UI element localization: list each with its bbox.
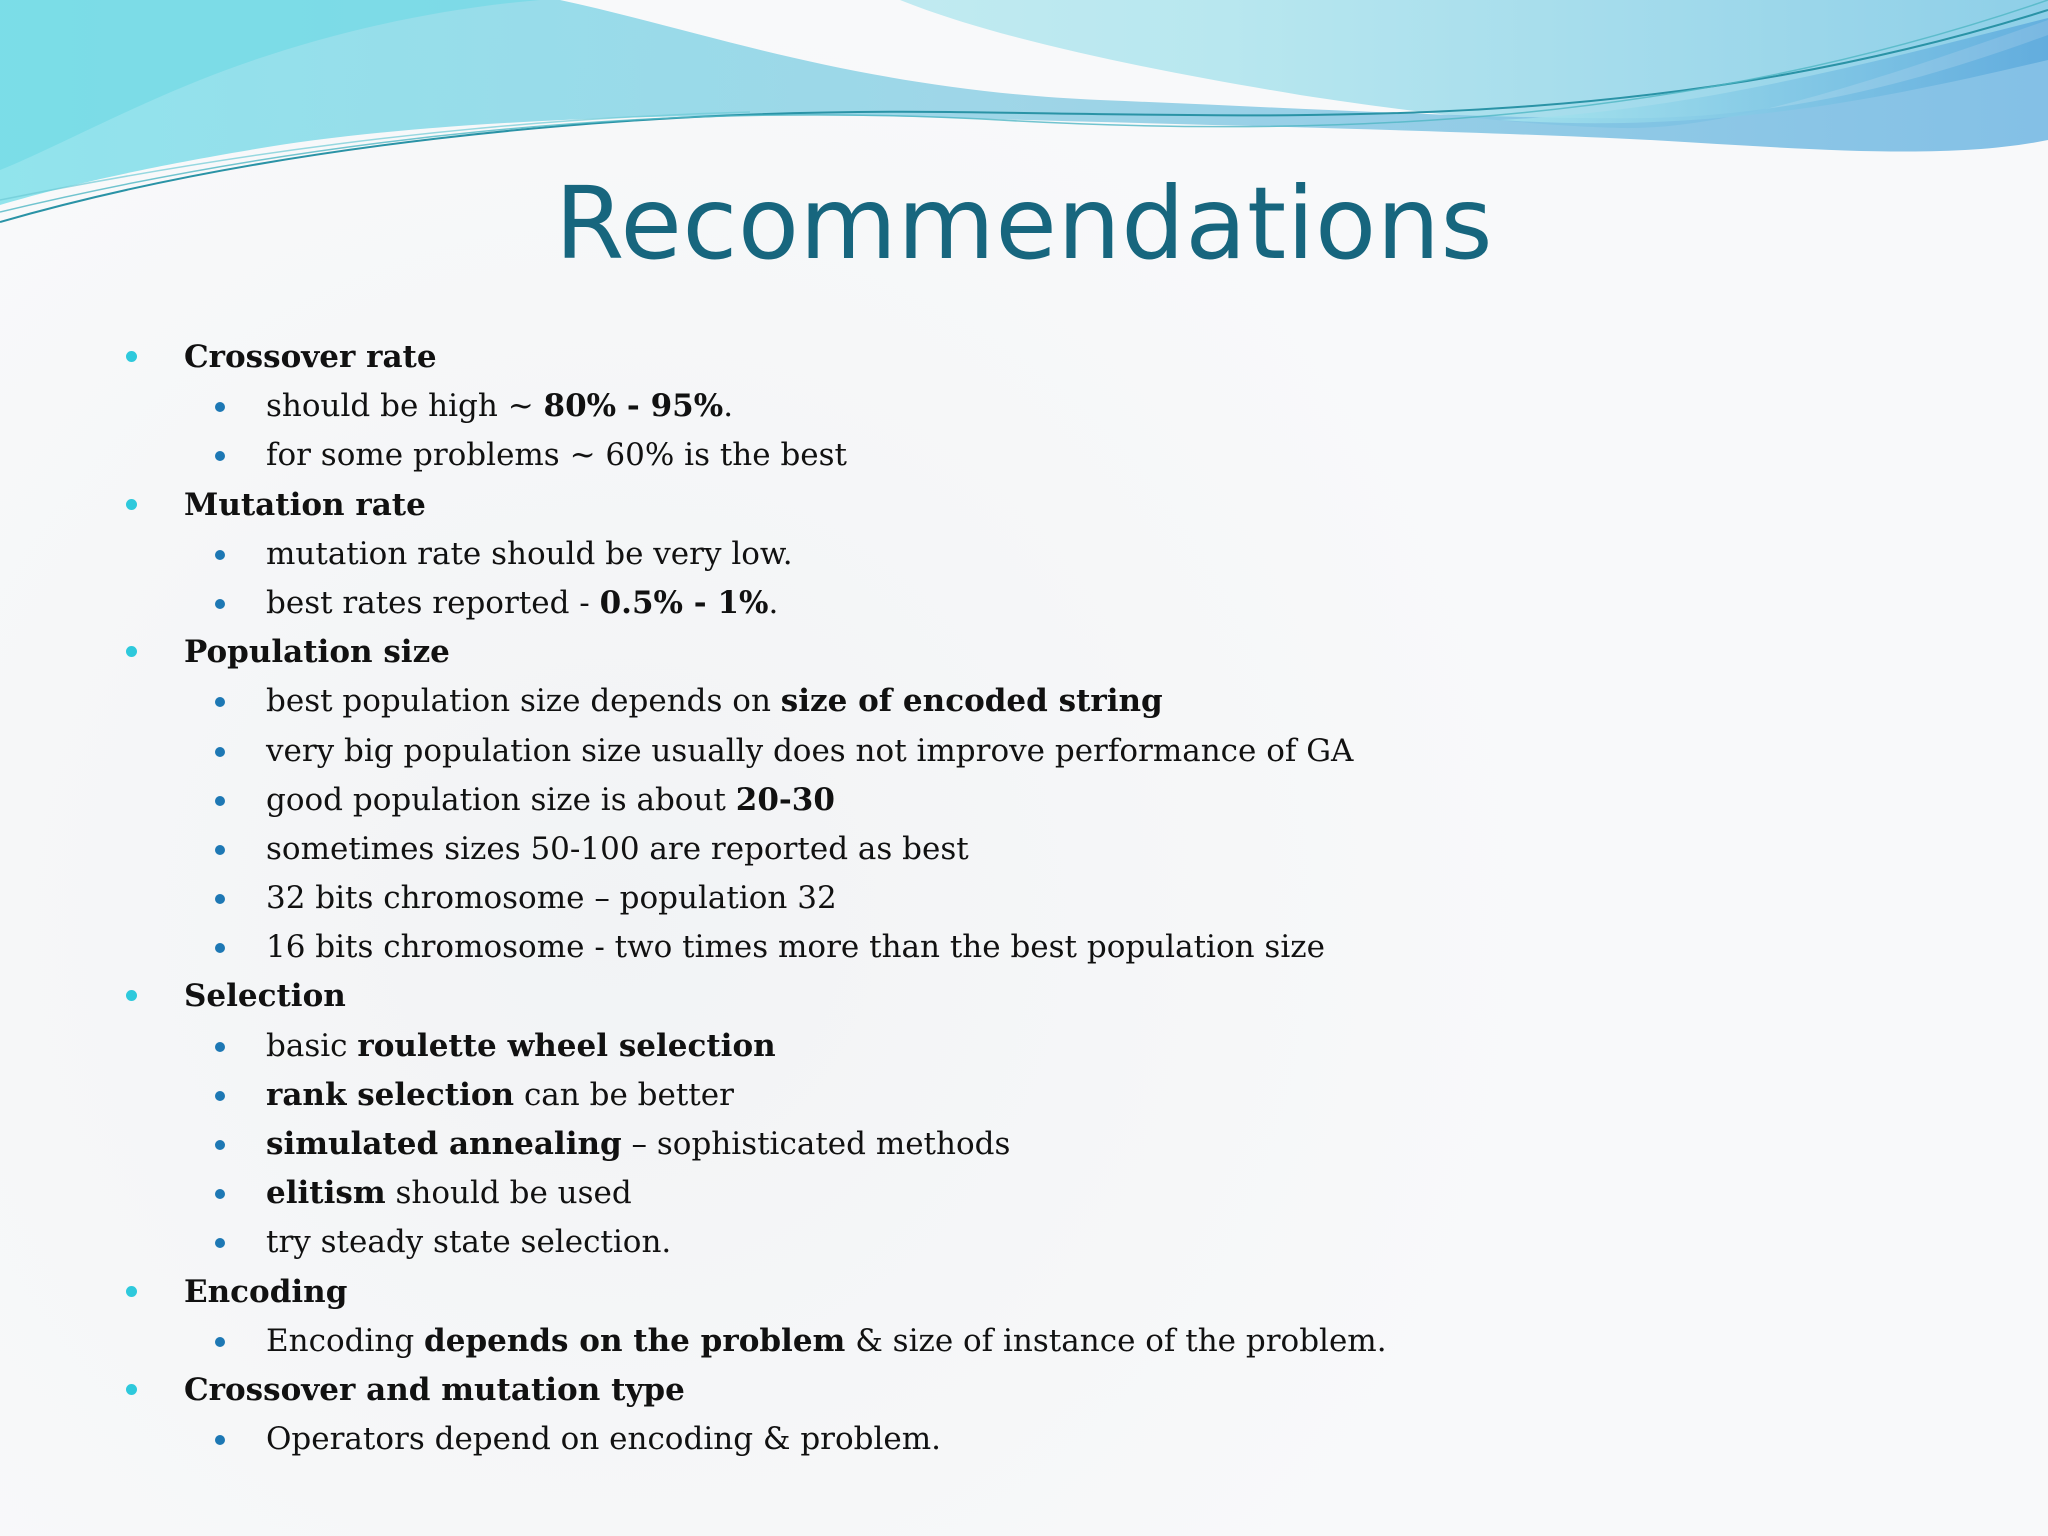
item-text: 32 bits chromosome – population 32	[266, 880, 837, 917]
item-text: should be used	[385, 1175, 632, 1212]
list-item	[0, 1220, 2048, 1269]
list-item	[0, 532, 2048, 581]
emphasis-text: depends on the problem	[424, 1322, 846, 1359]
section-heading	[0, 1368, 2048, 1417]
list-item	[0, 384, 2048, 433]
item-text: try steady state selection.	[266, 1224, 672, 1261]
emphasis-text: roulette wheel selection	[357, 1027, 776, 1064]
bullet-dot-icon	[215, 451, 225, 461]
bullet-list	[0, 335, 2048, 1466]
bullet-dot-icon	[215, 1435, 225, 1445]
list-item	[0, 581, 2048, 630]
item-text: basic	[266, 1027, 358, 1064]
item-text: .	[768, 584, 779, 621]
bullet-dot-icon	[215, 943, 225, 953]
section-heading-text: Crossover rate	[184, 339, 437, 375]
slide-title: Recommendations	[554, 165, 1494, 282]
bullet-dot-icon	[215, 402, 225, 412]
list-item	[0, 1122, 2048, 1171]
bullet-dot-icon	[126, 351, 137, 362]
section-heading	[0, 974, 2048, 1023]
list-item	[0, 433, 2048, 482]
section-heading	[0, 1270, 2048, 1319]
bullet-dot-icon	[215, 1091, 225, 1101]
emphasis-text: 20-30	[735, 781, 835, 818]
bullet-dot-icon	[215, 1140, 225, 1150]
bullet-dot-icon	[215, 1042, 225, 1052]
section-heading-text: Selection	[184, 978, 346, 1015]
list-item	[0, 925, 2048, 974]
bullet-dot-icon	[215, 550, 225, 560]
bullet-dot-icon	[126, 1384, 137, 1395]
list-item	[0, 1073, 2048, 1122]
item-text: 16 bits chromosome - two times more than the best population size	[266, 929, 1325, 966]
item-text: for some problems ~ 60% is the best	[266, 437, 848, 474]
section-heading-text: Encoding	[184, 1273, 348, 1310]
list-item	[0, 729, 2048, 778]
bullet-dot-icon	[215, 747, 225, 757]
bullet-dot-icon	[215, 845, 225, 855]
section-heading	[0, 335, 2048, 384]
bullet-dot-icon	[126, 646, 137, 657]
emphasis-text: elitism	[266, 1175, 386, 1212]
section-heading-text: Mutation rate	[184, 486, 426, 523]
bullet-dot-icon	[215, 1189, 225, 1199]
section-heading	[0, 630, 2048, 679]
bullet-dot-icon	[215, 796, 225, 806]
item-text: can be better	[514, 1076, 734, 1113]
list-item	[0, 778, 2048, 827]
list-item	[0, 876, 2048, 925]
item-text: .	[723, 388, 734, 425]
bullet-dot-icon	[215, 1238, 225, 1248]
bullet-dot-icon	[215, 1337, 225, 1347]
item-text: best rates reported -	[266, 584, 600, 621]
list-item	[0, 1171, 2048, 1220]
section-heading-text: Crossover and mutation type	[184, 1371, 685, 1408]
section-heading-text: Population size	[184, 634, 450, 671]
item-text: Encoding	[266, 1322, 425, 1359]
bullet-dot-icon	[215, 599, 225, 609]
item-text: should be high ~	[266, 388, 544, 425]
item-text: mutation rate should be very low.	[266, 535, 793, 572]
bullet-dot-icon	[215, 894, 225, 904]
item-text: sometimes sizes 50-100 are reported as best	[266, 830, 969, 867]
emphasis-text: 0.5% - 1%	[599, 584, 769, 621]
section-heading	[0, 483, 2048, 532]
item-text: best population size depends on	[266, 683, 781, 720]
bullet-dot-icon	[215, 697, 225, 707]
item-text: & size of instance of the problem.	[845, 1322, 1387, 1359]
emphasis-text: simulated annealing	[266, 1126, 622, 1162]
bullet-dot-icon	[126, 1286, 137, 1297]
emphasis-text: rank selection	[266, 1076, 515, 1113]
list-item	[0, 679, 2048, 728]
bullet-dot-icon	[126, 499, 137, 510]
item-text: – sophisticated methods	[621, 1126, 1011, 1162]
item-text: very big population size usually does not improve performance of GA	[266, 732, 1354, 769]
list-item	[0, 1319, 2048, 1368]
emphasis-text: size of encoded string	[780, 683, 1163, 720]
item-text: good population size is about	[266, 781, 736, 818]
list-item	[0, 1417, 2048, 1466]
list-item	[0, 1024, 2048, 1073]
emphasis-text: 80% - 95%	[543, 388, 724, 425]
item-text: Operators depend on encoding & problem.	[266, 1421, 942, 1458]
bullet-dot-icon	[126, 990, 137, 1001]
list-item	[0, 827, 2048, 876]
